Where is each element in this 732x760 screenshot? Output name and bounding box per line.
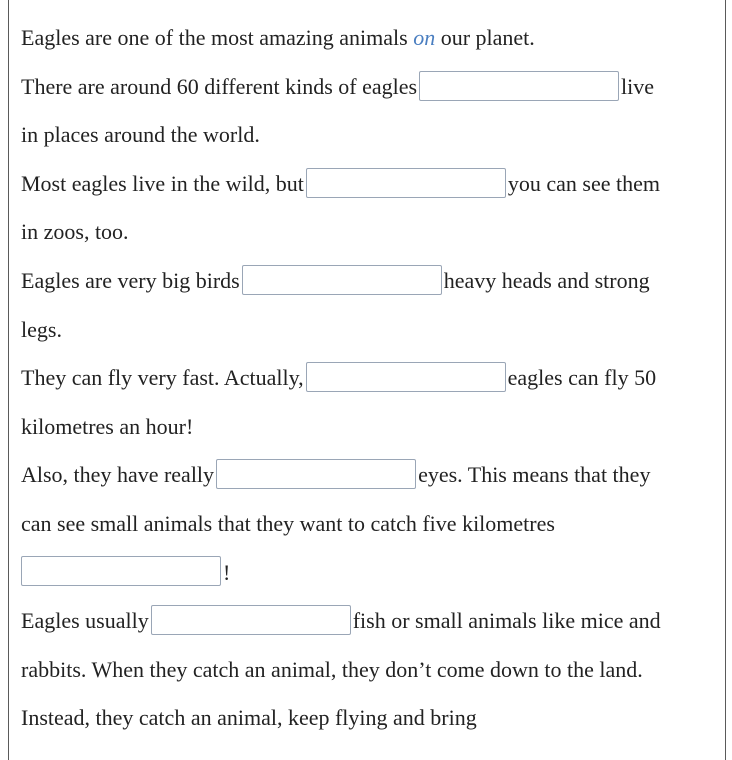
passage-text: legs. [21, 316, 62, 342]
passage-line [21, 257, 721, 306]
passage-line [21, 208, 721, 257]
passage-line [21, 354, 721, 403]
passage-text: rabbits. When they catch an animal, they don’t come down to the land. [21, 656, 643, 682]
passage-line [21, 63, 721, 112]
passage-text: in places around the world. [21, 122, 260, 148]
passage-line [21, 14, 721, 63]
passage-line [21, 111, 721, 160]
passage-text: fish or small animals like mice and [352, 608, 661, 634]
passage-text: Eagles are one of the most amazing animals [21, 25, 408, 50]
passage-text: ! [223, 559, 231, 585]
passage-text: live [621, 73, 655, 99]
passage-text: can see small animals that they want to catch five kilometres [21, 510, 555, 536]
gap-fill-passage [21, 14, 721, 743]
passage-text: you can see them [507, 170, 661, 196]
passage-text: There are around 60 different kinds of eagles [21, 73, 418, 99]
passage-text: eagles can fly 50 [507, 365, 657, 391]
gap-input-7[interactable] [151, 605, 351, 635]
gap-input-6[interactable] [21, 556, 221, 586]
passage-text: They can fly very fast. Actually, [21, 365, 304, 391]
passage-text: Also, they have really [21, 462, 215, 488]
passage-line [21, 646, 721, 695]
passage-text: Most eagles live in the wild, but [21, 170, 304, 196]
example-answer: on [413, 25, 436, 50]
passage-line [21, 549, 721, 598]
passage-text: eyes. This means that they [418, 462, 651, 488]
passage-text: our planet. [440, 25, 535, 50]
passage-line [21, 403, 721, 452]
passage-text: in zoos, too. [21, 219, 129, 245]
gap-input-4[interactable] [306, 362, 506, 392]
passage-line [21, 306, 721, 355]
passage-text: kilometres an hour! [21, 413, 194, 439]
passage-line [21, 160, 721, 209]
gap-input-5[interactable] [216, 459, 416, 489]
passage-text: Instead, they catch an animal, keep flying and bring [21, 705, 477, 731]
gap-input-1[interactable] [419, 71, 619, 101]
passage-line [21, 694, 721, 743]
passage-line [21, 451, 721, 500]
passage-line [21, 597, 721, 646]
gap-input-3[interactable] [242, 265, 442, 295]
passage-text: heavy heads and strong [443, 267, 650, 293]
passage-text: Eagles usually [21, 608, 149, 634]
passage-line [21, 500, 721, 549]
passage-text: Eagles are very big birds [21, 267, 240, 293]
gap-input-2[interactable] [306, 168, 506, 198]
